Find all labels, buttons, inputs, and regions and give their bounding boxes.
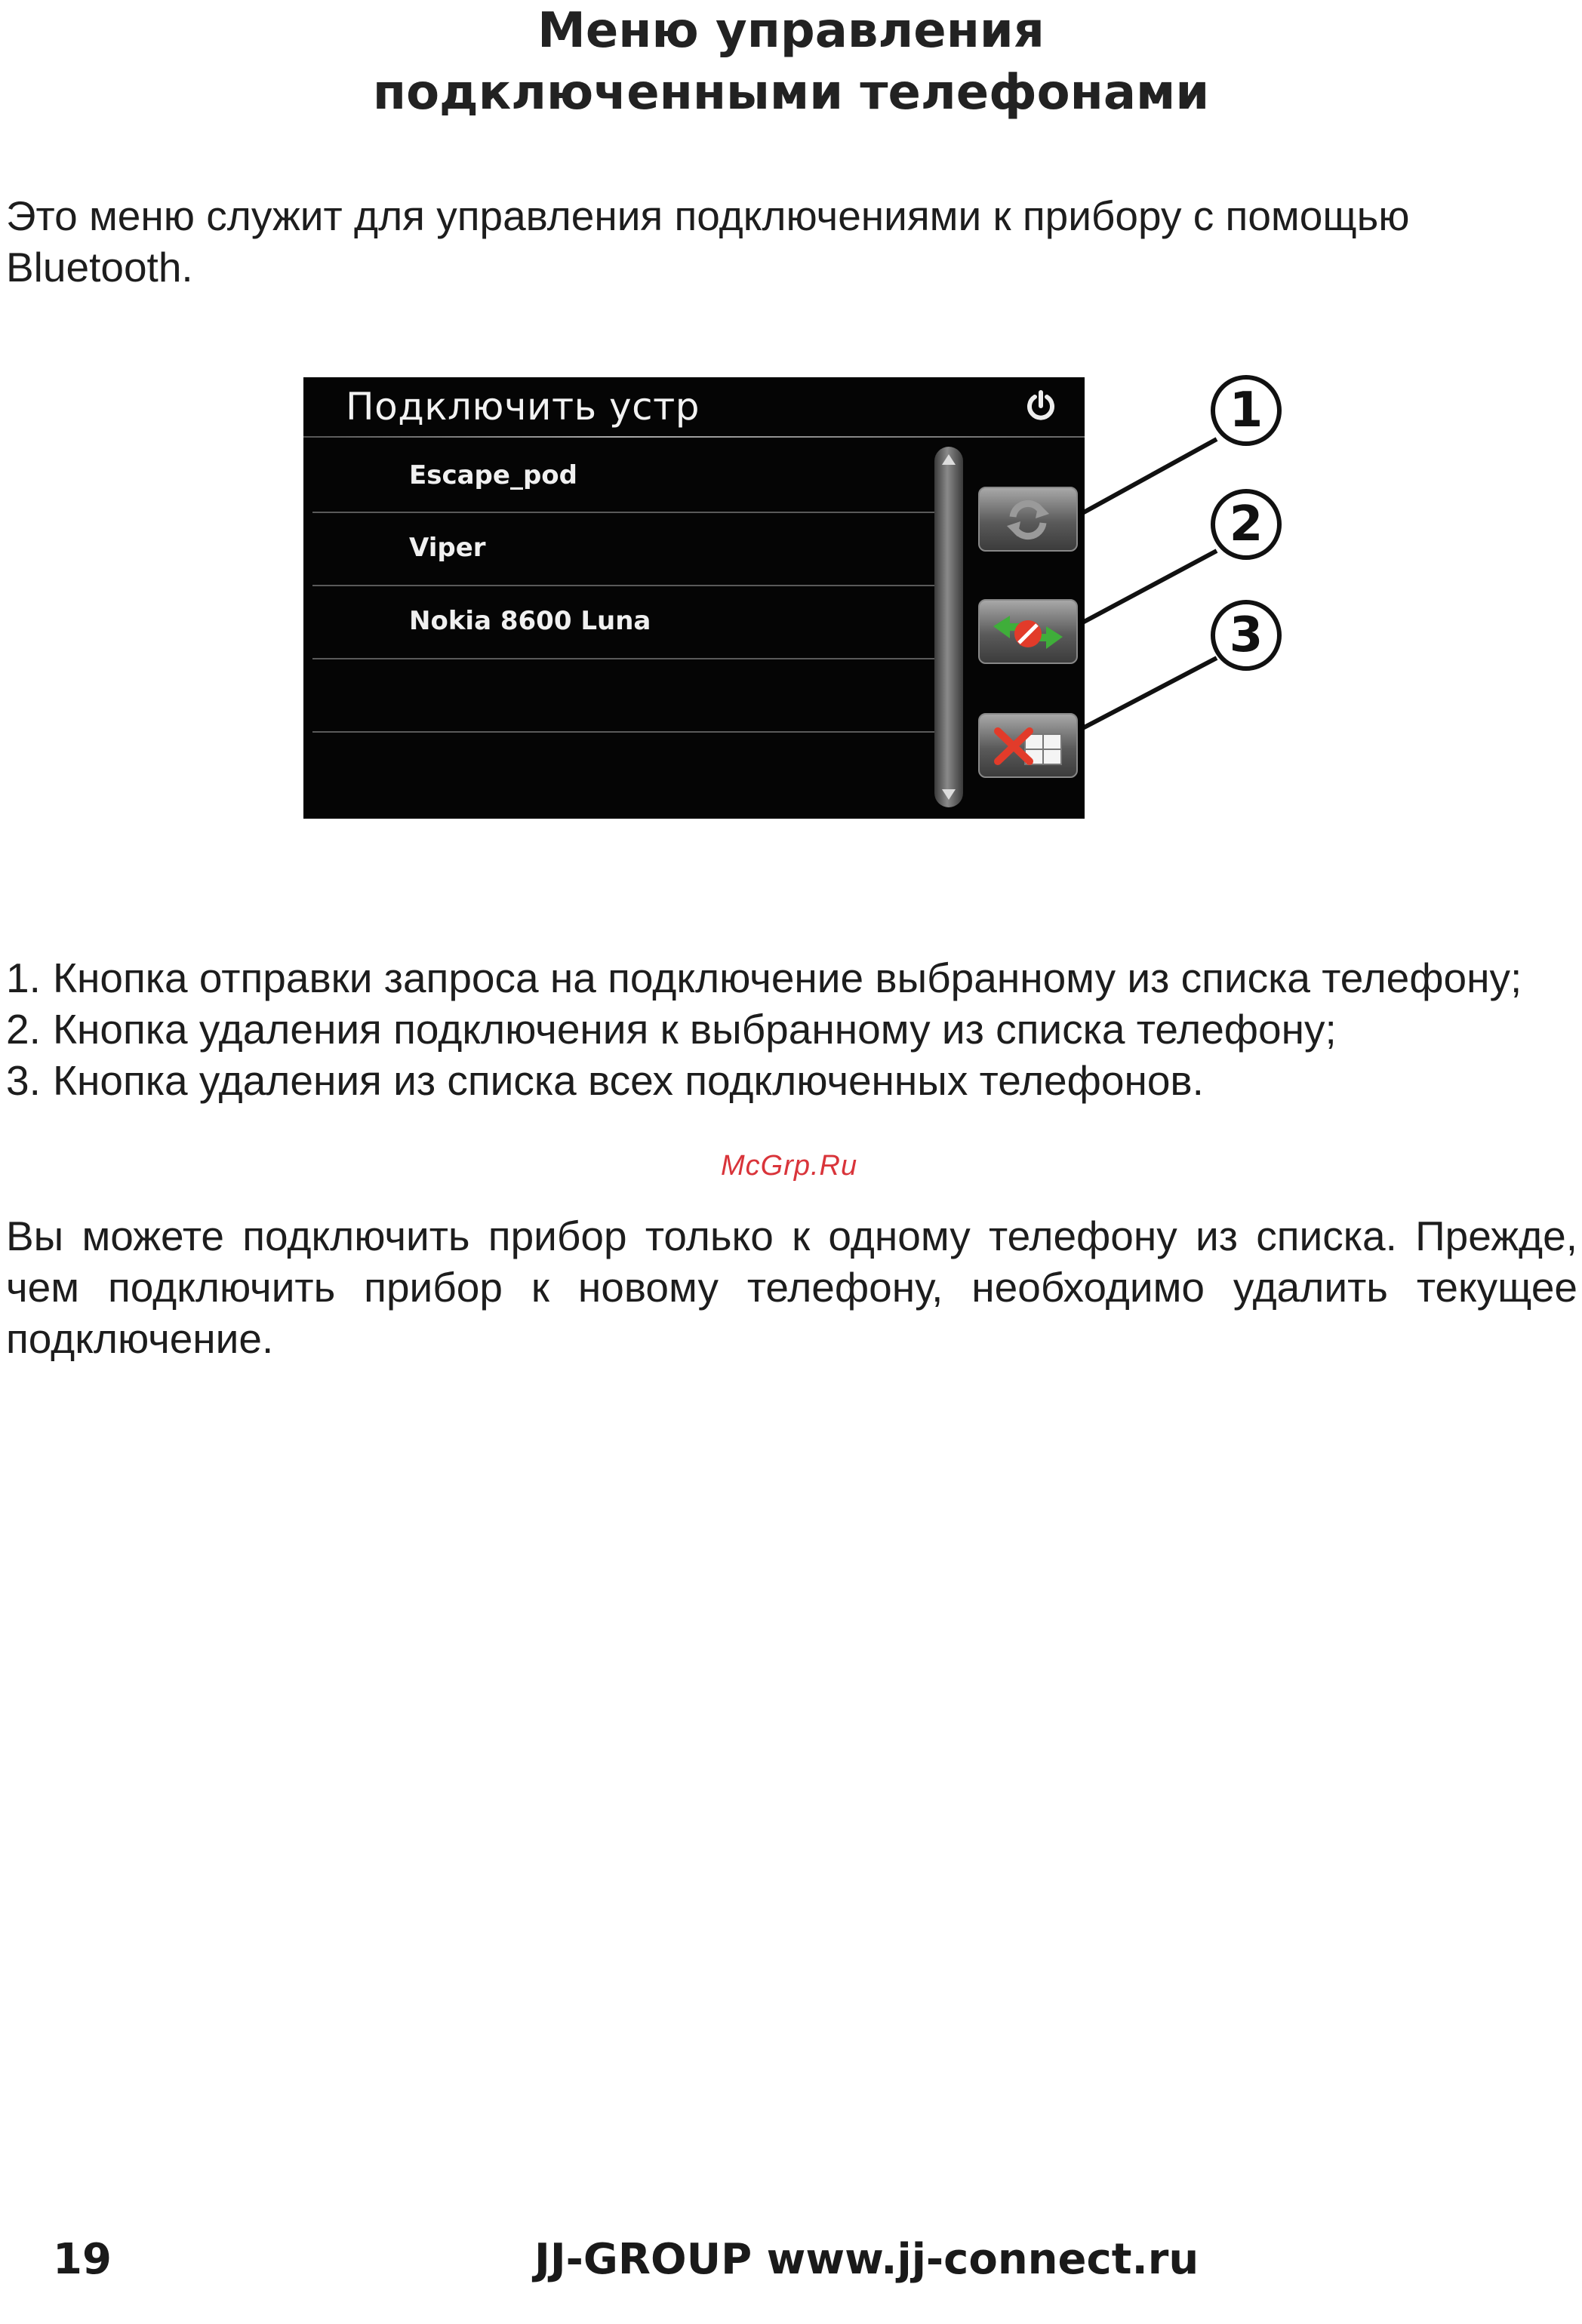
list-item-text: Кнопка отправки запроса на подключение выбранному из списка телефону; [53,954,1522,1001]
power-icon[interactable] [1023,389,1058,424]
footer-brand: JJ-GROUP www.jj-connect.ru [534,2235,1199,2284]
row-divider [312,512,936,513]
page-title-line-1: Меню управления [537,3,1045,59]
reconnect-icon [980,488,1076,550]
page-number: 19 [53,2235,112,2284]
intro-paragraph: Это меню служит для управления подключениями к прибору с помощью Bluetooth. [6,192,1410,290]
delete-all-icon [980,715,1076,776]
disconnect-button[interactable] [978,599,1078,664]
list-item [6,1004,1577,1055]
row-divider [312,585,936,586]
device-list-item[interactable]: Viper [409,533,486,563]
list-item [6,952,1577,1004]
list-item-text: Кнопка удаления из списка всех подключенных телефонов. [53,1057,1204,1104]
device-list-item[interactable]: Nokia 8600 Luna [409,606,651,636]
callout-3: 3 [1211,600,1282,671]
list-item [6,1055,1577,1106]
list-item-text: Кнопка удаления подключения к выбранному из списка телефону; [53,1006,1337,1053]
list-item-number: 1. [6,954,41,1001]
list-item-number: 3. [6,1057,41,1104]
watermark: McGrp.Ru [721,1150,858,1182]
row-divider [312,731,936,733]
scroll-down-arrow-icon[interactable] [942,789,956,800]
screen-title: Подключить устр [346,385,700,429]
page-title-line-2: подключенными телефонами [372,65,1210,121]
callout-2: 2 [1211,489,1282,560]
delete-all-button[interactable] [978,713,1078,778]
list-item-number: 2. [6,1006,41,1053]
scrollbar[interactable] [934,447,963,807]
disconnect-icon [980,601,1076,662]
reconnect-button[interactable] [978,487,1078,552]
title-divider [303,436,1085,438]
device-screen [303,377,1085,819]
callout-1: 1 [1211,375,1282,446]
outro-paragraph: Вы можете подключить прибор только к одному телефону из списка. Прежде, чем подключить прибор к новому телефону, необходимо удалить текущее подключение. [6,1213,1577,1362]
device-list-item[interactable]: Escape_pod [409,460,577,490]
scroll-up-arrow-icon[interactable] [942,454,956,465]
row-divider [312,658,936,659]
button-description-list [6,952,1577,1106]
